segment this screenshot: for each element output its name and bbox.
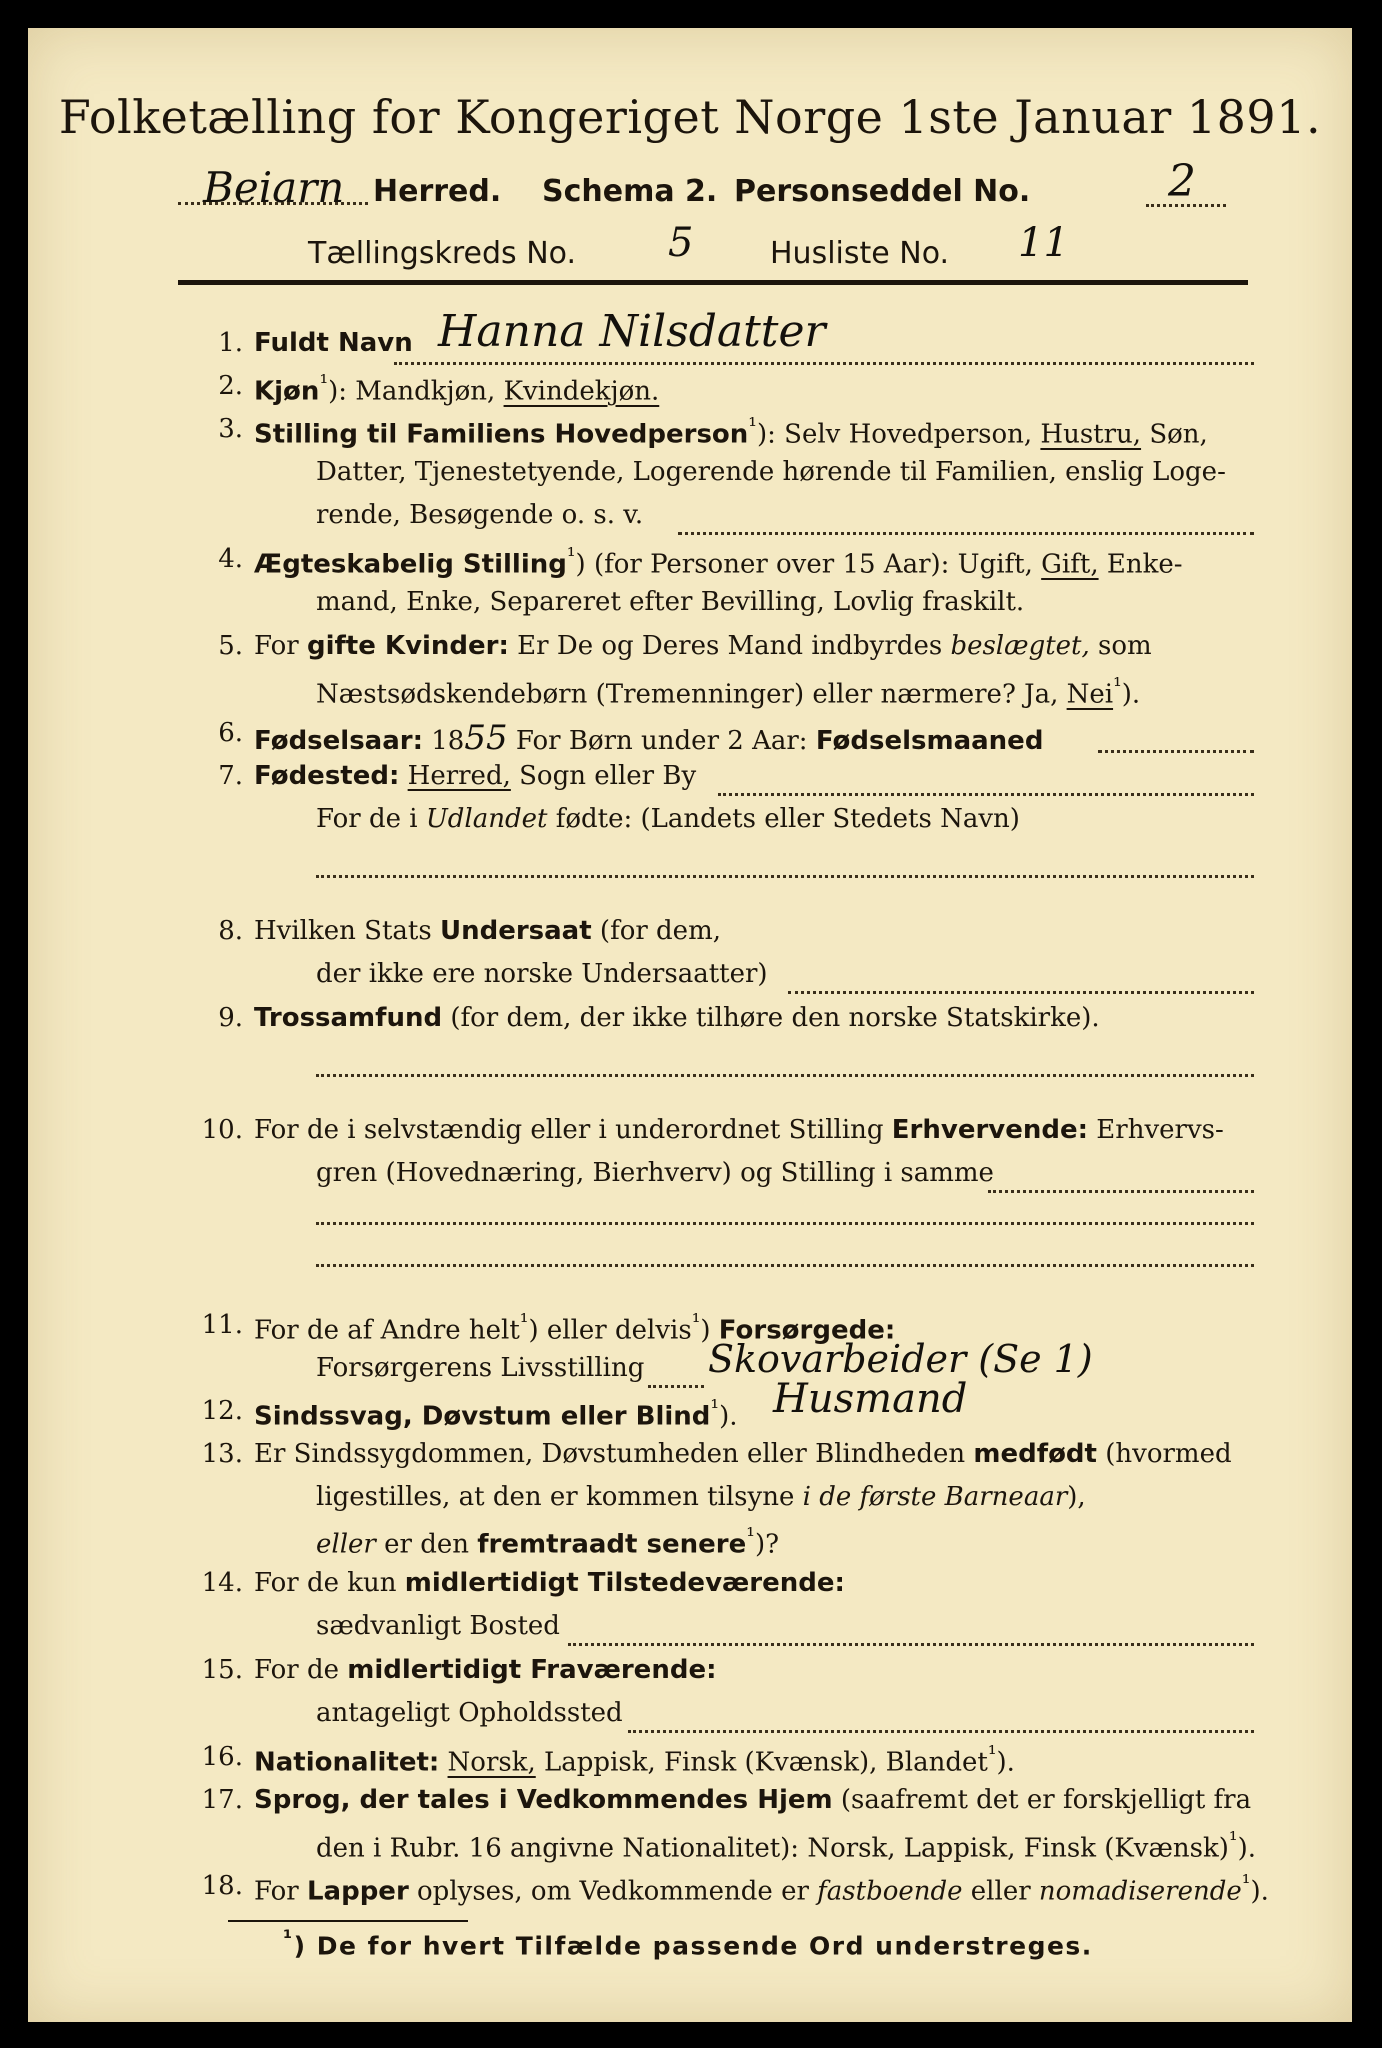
answer-dots xyxy=(316,875,1254,878)
question-number: 2. xyxy=(218,371,243,401)
question-16: 16. Nationalitet: Norsk, Lappisk, Finsk (Kvænsk), Blandet$^{^1}$). xyxy=(28,1742,1352,1782)
question-10-line-2: gren (Hovednæring, Bierhverv) og Stilling i samme xyxy=(28,1158,1352,1198)
question-15: 15. For de midlertidigt Fraværende: xyxy=(28,1655,1352,1695)
question-number: 18. xyxy=(201,1871,243,1901)
husliste-label: Husliste No. xyxy=(770,236,950,271)
question-14-line-2: sædvanligt Bosted xyxy=(28,1611,1352,1651)
kreds-number: 5 xyxy=(668,220,694,266)
question-number: 13. xyxy=(201,1439,243,1469)
occupation-answer: Husmand xyxy=(773,1376,968,1422)
footnote-rule xyxy=(228,1920,468,1922)
question-number: 10. xyxy=(201,1115,243,1145)
question-label: Fødselsaar: xyxy=(254,726,423,756)
question-number: 15. xyxy=(201,1655,243,1685)
question-8: 8. Hvilken Stats Undersaat (for dem, xyxy=(28,916,1352,956)
question-14: 14. For de kun midlertidigt Tilstedeværende: xyxy=(28,1568,1352,1608)
answer-dots xyxy=(316,1222,1254,1225)
kreds-label: Tællingskreds No. xyxy=(308,236,576,271)
herred-label: Herred. xyxy=(373,174,502,209)
question-3-line-2: Datter, Tjenestetyende, Logerende hørende til Familien, enslig Loge- xyxy=(316,457,1226,487)
question-number: 17. xyxy=(201,1785,243,1815)
question-11-line-2: Forsørgerens Livsstilling Skovarbeider (Se 1) xyxy=(28,1353,1352,1393)
provider-occupation-answer: Skovarbeider (Se 1) xyxy=(708,1337,1093,1381)
question-7: 7. Fødested: Herred, Sogn eller By xyxy=(28,761,1352,801)
selected-option: Herred, xyxy=(407,761,511,791)
question-number: 5. xyxy=(218,631,243,661)
schema-label: Schema 2. xyxy=(542,174,718,209)
question-number: 7. xyxy=(218,761,243,791)
question-5: 5. For gifte Kvinder: Er De og Deres Mand indbyrdes beslægtet, som xyxy=(28,631,1352,671)
footnote: $^{^1}$) De for hvert Tilfælde passende Ord understreges. xyxy=(283,1926,1093,1961)
answer-dots xyxy=(316,1264,1254,1267)
question-number: 3. xyxy=(218,414,243,444)
question-10: 10. For de i selvstændig eller i underordnet Stilling Erhvervende: Erhvervs- xyxy=(28,1115,1352,1155)
question-number: 4. xyxy=(218,544,243,574)
question-7-line-2: For de i Udlandet fødte: (Landets eller Stedets Navn) xyxy=(316,804,1020,834)
question-4-line-2: mand, Enke, Separeret efter Bevilling, Lovlig fraskilt. xyxy=(316,587,1025,617)
question-5-line-2: Næstsødskendebørn (Tremenninger) eller nærmere? Ja, Nei$^{^1}$). xyxy=(316,674,1141,710)
personseddel-number: 2 xyxy=(1168,156,1196,207)
question-13-line-3: eller er den fremtraadt senere$^{^1}$)? xyxy=(316,1524,780,1560)
herred-handwritten: Beiarn xyxy=(203,163,345,212)
question-13-line-2: ligestilles, at den er kommen tilsyne i de første Barneaar), xyxy=(316,1482,1086,1512)
selected-option: Gift, xyxy=(1041,549,1099,580)
form-title: Folketælling for Kongeriget Norge 1ste Januar 1891. xyxy=(58,90,1322,144)
question-label: Kjøn xyxy=(254,376,320,407)
selected-option: Norsk, xyxy=(447,1747,536,1778)
answer-dots xyxy=(394,362,1254,365)
census-form xyxy=(28,28,1352,2022)
herred-dots xyxy=(178,202,368,205)
personseddel-dots xyxy=(1146,204,1226,207)
question-18: 18. For Lapper oplyses, om Vedkommende er fastboende eller nomadiserende$^{^1}$). xyxy=(28,1871,1352,1911)
question-6: 6. Fødselsaar: 1855 For Børn under 2 Aar: Fødselsmaaned xyxy=(28,718,1352,758)
answer-dots xyxy=(316,1074,1254,1077)
question-3-line-3: rende, Besøgende o. s. v. xyxy=(28,500,1352,540)
question-4: 4. Ægteskabelig Stilling$^{^1}$) (for Personer over 15 Aar): Ugift, Gift, Enke- xyxy=(28,544,1352,584)
question-15-line-2: antageligt Opholdssted xyxy=(28,1698,1352,1738)
question-1 xyxy=(28,306,1352,368)
question-label: Fødested: xyxy=(254,761,400,791)
question-number: 8. xyxy=(218,916,243,946)
name-answer: Hanna Nilsdatter xyxy=(438,306,826,357)
husliste-number: 11 xyxy=(1018,220,1069,266)
question-2: 2. Kjøn$^{^1}$): Mandkjøn, Kvindekjøn. xyxy=(28,371,1352,411)
question-17: 17. Sprog, der tales i Vedkommendes Hjem (saafremt det er forskjelligt fra xyxy=(28,1785,1352,1825)
selected-option: Hustru, xyxy=(1040,419,1142,450)
birth-year-answer: 55 xyxy=(464,718,508,758)
question-13: 13. Er Sindssygdommen, Døvstumheden eller Blindheden medfødt (hvormed xyxy=(28,1439,1352,1479)
question-17-line-2: den i Rubr. 16 angivne Nationalitet): Norsk, Lappisk, Finsk (Kvænsk)$^{^1}$). xyxy=(316,1828,1257,1864)
question-number: 1. xyxy=(218,328,243,358)
question-number: 16. xyxy=(201,1742,243,1772)
question-label: Fuldt Navn xyxy=(254,328,413,358)
question-label: Stilling til Familiens Hovedperson xyxy=(254,419,749,450)
selected-option: Kvindekjøn. xyxy=(503,376,660,407)
question-9: 9. Trossamfund (for dem, der ikke tilhøre den norske Statskirke). xyxy=(28,1003,1352,1043)
personseddel-label: Personseddel No. xyxy=(734,174,1031,209)
question-8-line-2: der ikke ere norske Undersaatter) xyxy=(28,959,1352,999)
question-11: 11. For de af Andre helt$^{^1}$) eller delvis$^{^1}$) Forsørgede: xyxy=(28,1310,1352,1350)
question-label: Ægteskabelig Stilling xyxy=(254,549,567,580)
question-number: 11. xyxy=(201,1310,243,1340)
question-number: 9. xyxy=(218,1003,243,1033)
question-number: 14. xyxy=(201,1568,243,1598)
question-12: 12. Sindssvag, Døvstum eller Blind$^{^1}$). Husmand xyxy=(28,1396,1352,1436)
question-3: 3. Stilling til Familiens Hovedperson$^{^1}$): Selv Hovedperson, Hustru, Søn, xyxy=(28,414,1352,454)
question-number: 12. xyxy=(201,1396,243,1426)
header-rule xyxy=(178,280,1248,285)
question-number: 6. xyxy=(218,718,243,748)
selected-option: Nei xyxy=(1066,679,1114,710)
